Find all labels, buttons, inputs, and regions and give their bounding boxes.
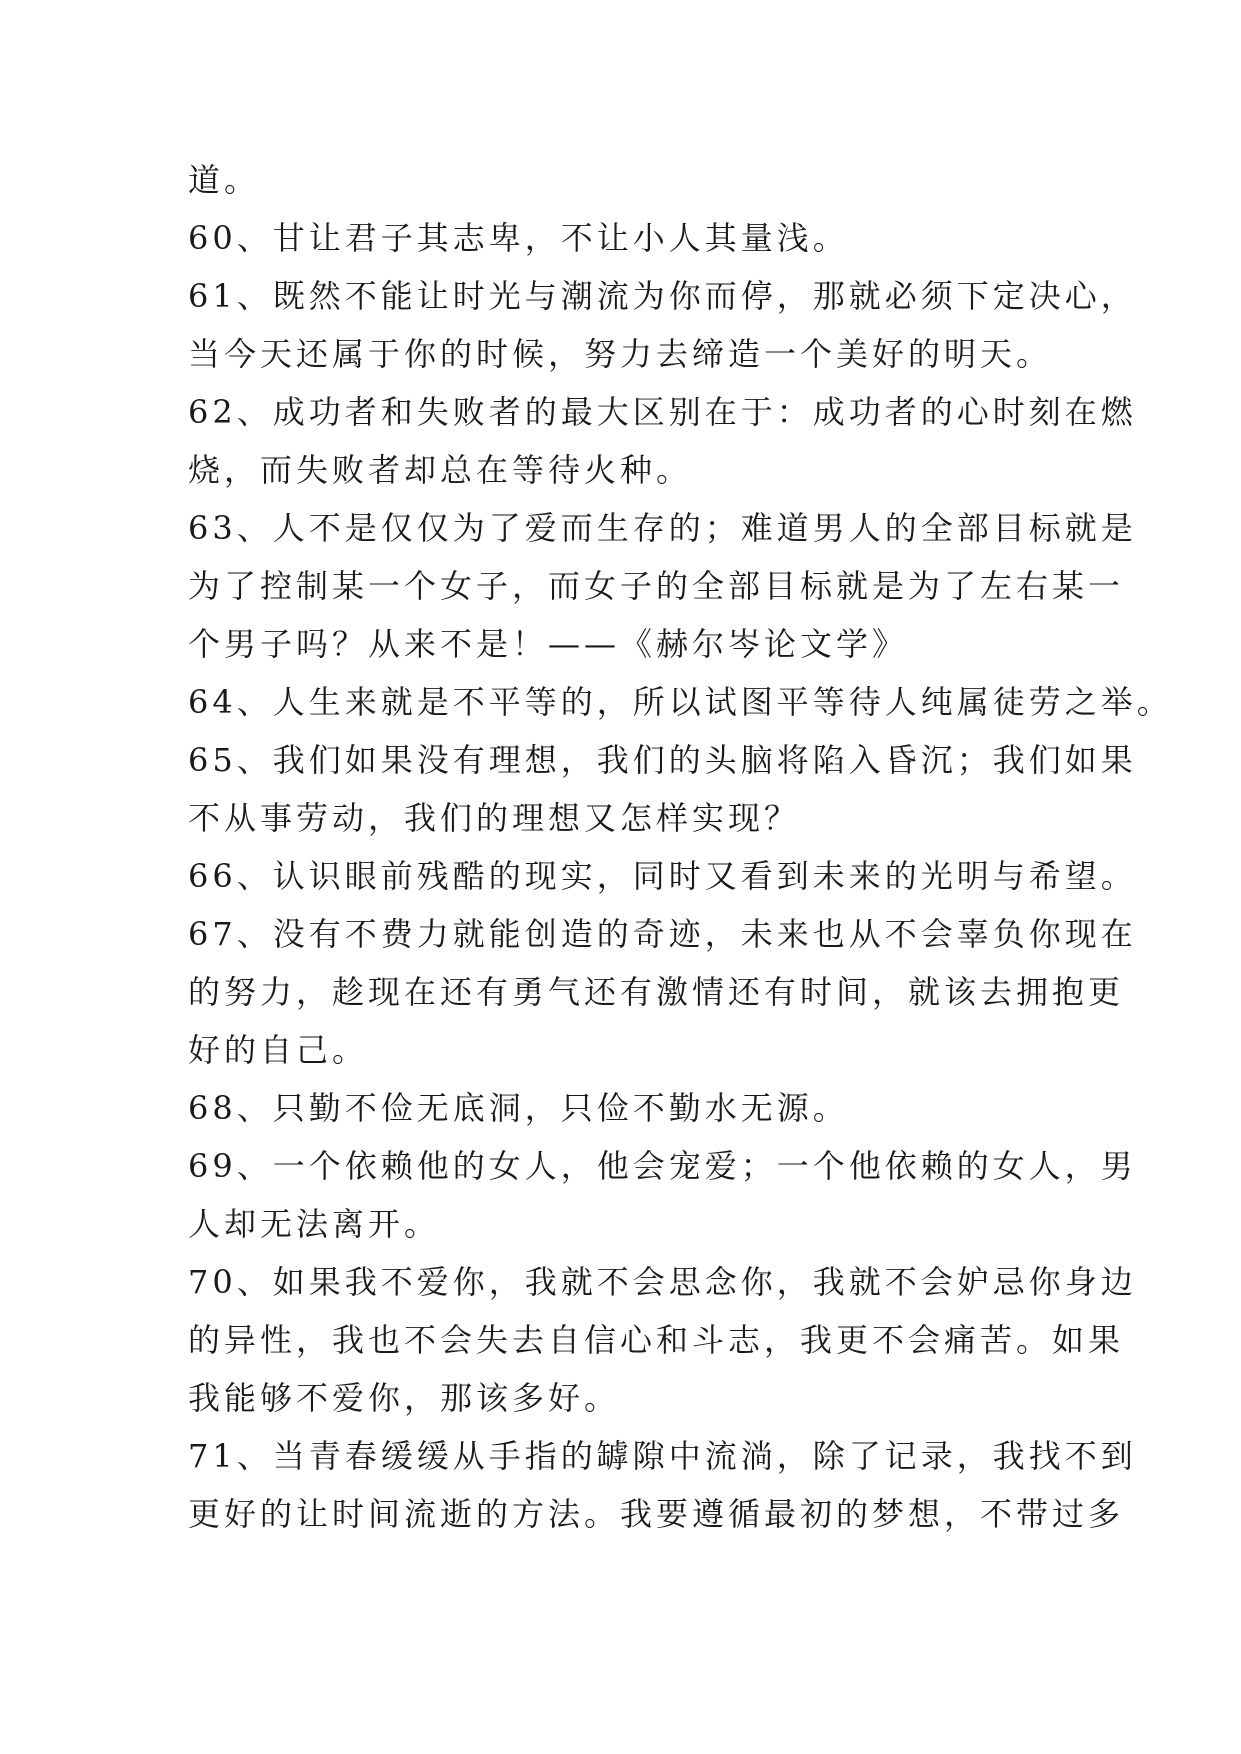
text-line: 64、人生来就是不平等的，所以试图平等待人纯属徒劳之举。 [188, 683, 1173, 721]
text-line: 的努力，趁现在还有勇气还有激情还有时间，就该去拥抱更 [188, 973, 1125, 1011]
text-line: 不从事劳动，我们的理想又怎样实现？ [188, 799, 801, 837]
text-line: 69、一个依赖他的女人，他会宠爱；一个他依赖的女人，男 [188, 1147, 1137, 1185]
text-line: 更好的让时间流逝的方法。我要遵循最初的梦想，不带过多 [188, 1495, 1125, 1533]
text-line: 67、没有不费力就能创造的奇迹，未来也从不会辜负你现在 [188, 915, 1137, 953]
text-line: 为了控制某一个女子，而女子的全部目标就是为了左右某一 [188, 567, 1125, 605]
text-line: 60、甘让君子其志卑，不让小人其量浅。 [188, 219, 849, 257]
text-line: 当今天还属于你的时候，努力去缔造一个美好的明天。 [188, 335, 1053, 373]
text-line: 人却无法离开。 [188, 1205, 441, 1243]
text-line: 63、人不是仅仅为了爱而生存的；难道男人的全部目标就是 [188, 509, 1137, 547]
text-line: 烧，而失败者却总在等待火种。 [188, 451, 693, 489]
document-body [188, 151, 1173, 1543]
text-line: 的异性，我也不会失去自信心和斗志，我更不会痛苦。如果 [188, 1321, 1125, 1359]
text-line: 我能够不爱你，那该多好。 [188, 1379, 621, 1417]
text-line: 个男子吗？从来不是！——《赫尔岑论文学》 [188, 625, 909, 663]
text-line: 70、如果我不爱你，我就不会思念你，我就不会妒忌你身边 [188, 1263, 1137, 1301]
text-line: 61、既然不能让时光与潮流为你而停，那就必须下定决心， [188, 277, 1137, 315]
text-line: 71、当青春缓缓从手指的罅隙中流淌，除了记录，我找不到 [188, 1437, 1137, 1475]
text-line: 68、只勤不俭无底洞，只俭不勤水无源。 [188, 1089, 849, 1127]
text-line: 道。 [188, 161, 261, 199]
text-line: 65、我们如果没有理想，我们的头脑将陷入昏沉；我们如果 [188, 741, 1137, 779]
text-line: 66、认识眼前残酷的现实，同时又看到未来的光明与希望。 [188, 857, 1137, 895]
text-line: 好的自己。 [188, 1031, 369, 1069]
text-line: 62、成功者和失败者的最大区别在于：成功者的心时刻在燃 [188, 393, 1137, 431]
